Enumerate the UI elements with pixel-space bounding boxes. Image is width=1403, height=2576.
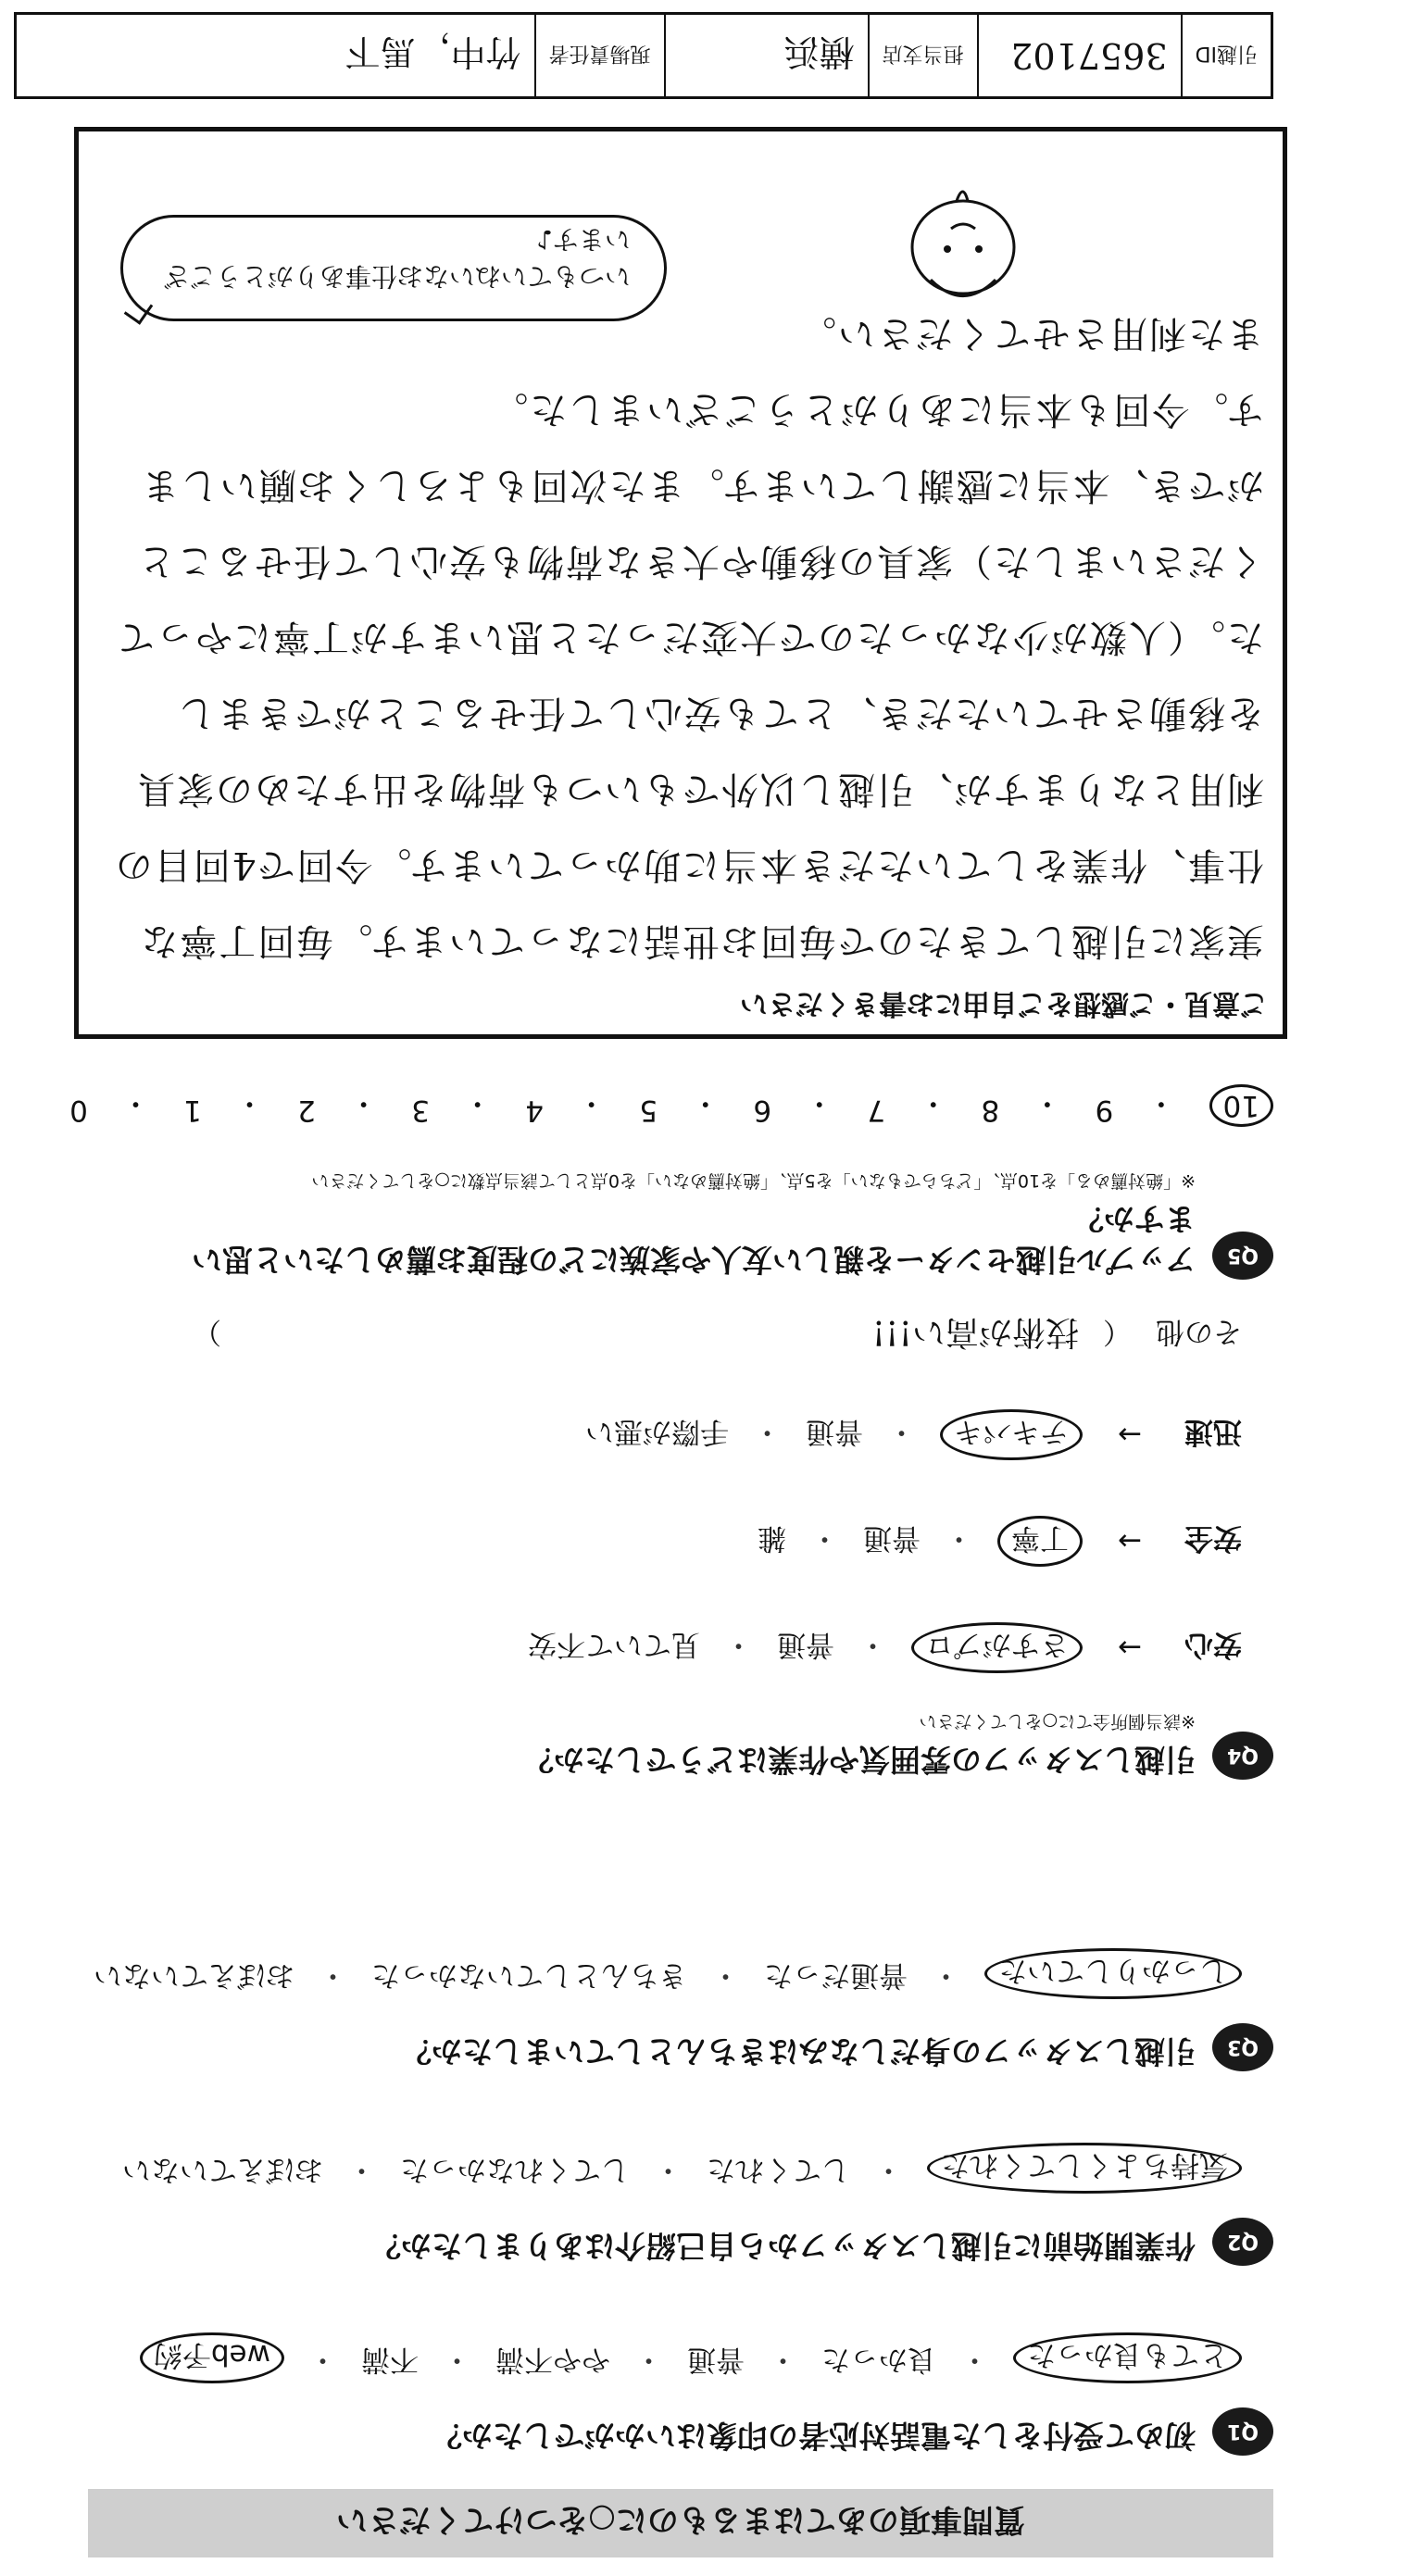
q2-option[interactable]: してくれた: [707, 2153, 850, 2186]
q3-badge: Q3: [1212, 2023, 1273, 2071]
q1-options: とても良かった ・ 良かった ・ 普通 ・ やや不満 ・ 不満 ・ web予約: [69, 2332, 1242, 2383]
q1-badge: Q1: [1212, 2407, 1273, 2456]
q4-row-anzen: 安全 → 丁寧 ・ 普通 ・ 雑: [69, 1516, 1242, 1567]
arrow-right-icon: →: [1118, 1631, 1142, 1665]
comments-title: ご意見・ご感想をご自由にお書きください: [740, 987, 1268, 1019]
arrow-right-icon: →: [1118, 1418, 1142, 1452]
question-q3: [69, 1948, 1273, 2071]
comments-body: 実家に引越してきたので毎回お世話になっています。毎回丁寧な仕事、作業をしていただき本当に助かっています。今回で4回目の利用となりますが、引越し以外でもいつも荷物を出すための家具を移動させていただき、とても安心して任せることができました。（人数が少なかったので大変だったと思いますが丁寧にやってくださいました）家具の移動や大きな荷物も安心して任せることができ、本当に感謝しています。また次回もよろしくお願いします。今回も本当にありがとうございました。: [113, 388, 1264, 962]
scale-option[interactable]: 6: [753, 1094, 772, 1127]
q4-other: その他 （ 技術が高い!!! ）: [69, 1311, 1242, 1358]
q1-option[interactable]: web予約: [140, 2332, 284, 2383]
q5-title: アップル引越センターを親しい友人や家族にどの程度お薦めしたいと思いますか？: [191, 1201, 1196, 1278]
q4-note: ※該当個所全てに○をしてください: [919, 1711, 1196, 1732]
q1-option[interactable]: 不満: [361, 2343, 419, 2376]
q4-option[interactable]: さすがプロ: [911, 1622, 1083, 1673]
header-info-table: [14, 12, 1273, 99]
q1-option[interactable]: とても良かった: [1013, 2332, 1242, 2383]
q1-option[interactable]: 良かった: [821, 2343, 936, 2376]
q4-option[interactable]: テキパキ: [940, 1409, 1083, 1460]
q4-row-jinsoku: 迅速 → テキパキ ・ 普通 ・ 手際が悪い: [69, 1409, 1242, 1460]
q1-option[interactable]: 普通: [687, 2343, 745, 2376]
q2-option[interactable]: してくれなかった: [400, 2153, 630, 2186]
q4-title: 引越しスタッフの雰囲気や作業はどうでしたか？: [523, 1742, 1196, 1778]
move-id-label: 引越ID: [1195, 42, 1258, 66]
q4-option[interactable]: 普通: [863, 1521, 921, 1555]
q3-option[interactable]: 普通だった: [764, 1958, 908, 1992]
scale-option[interactable]: 3: [411, 1094, 430, 1127]
q3-option[interactable]: きちんとしていなかった: [371, 1958, 687, 1992]
q4-option[interactable]: 見ていて不安: [528, 1628, 700, 1661]
q1-option[interactable]: やや不満: [495, 2343, 610, 2376]
comments-closing: また利用させてください。: [797, 312, 1264, 355]
leader-value[interactable]: 竹中，馬下: [17, 15, 536, 96]
arrow-right-icon: →: [1118, 1524, 1142, 1558]
q4-option[interactable]: 普通: [777, 1628, 834, 1661]
q2-option[interactable]: おぼえていない: [122, 2153, 323, 2186]
comments-handwritten-text[interactable]: [106, 295, 1264, 979]
q2-badge: Q2: [1212, 2218, 1273, 2266]
scale-option[interactable]: 8: [981, 1094, 1000, 1127]
leader-label: 現場責任者: [536, 15, 666, 96]
q5-note: ※「絶対薦める」を10点、「どちらでもない」を5点、「絶対薦めない」を0点として該当点数に○をしてください: [311, 1170, 1196, 1191]
scale-option[interactable]: 1: [183, 1094, 202, 1127]
q4-row-label: 迅速: [1184, 1415, 1242, 1448]
q3-title: 引越しスタッフの身だしなみはきちんとしていましたか？: [401, 2033, 1196, 2070]
scale-option[interactable]: 10: [1209, 1084, 1273, 1127]
scale-option[interactable]: 4: [525, 1094, 544, 1127]
branch-value[interactable]: 横浜: [666, 15, 870, 96]
q2-options: 気持ちよくしてくれた ・ してくれた ・ してくれなかった ・ おぼえていない: [69, 2143, 1242, 2194]
scale-option[interactable]: 7: [867, 1094, 886, 1127]
q4-row-label: 安全: [1184, 1521, 1242, 1555]
question-q2: [69, 2143, 1273, 2266]
q4-option[interactable]: 丁寧: [997, 1516, 1083, 1567]
q4-row-anshin: 安心 → さすがプロ ・ 普通 ・ 見ていて不安: [69, 1622, 1242, 1673]
face-doodle-icon: [894, 173, 1033, 312]
q3-option[interactable]: おぼえていない: [94, 1958, 294, 1992]
q4-option[interactable]: 普通: [806, 1415, 863, 1448]
q4-option[interactable]: 雑: [758, 1521, 786, 1555]
q4-other-label: その他: [1156, 1315, 1242, 1348]
q2-title: 作業開始前に引越しスタッフから自己紹介はありましたか？: [370, 2228, 1196, 2264]
q5-badge: Q5: [1212, 1232, 1273, 1280]
comments-box: [74, 127, 1287, 1039]
q3-option[interactable]: しっかりしていた: [984, 1948, 1242, 1999]
scale-option[interactable]: 2: [297, 1094, 316, 1127]
scale-option[interactable]: 5: [639, 1094, 658, 1127]
question-q5: [69, 1169, 1273, 1280]
question-q4: [69, 1311, 1273, 1780]
question-q1: [69, 2332, 1273, 2456]
q4-badge: Q4: [1212, 1732, 1273, 1780]
q3-options: しっかりしていた ・ 普通だった ・ きちんとしていなかった ・ おぼえていない: [69, 1948, 1242, 1999]
move-id-value[interactable]: 3657102: [979, 15, 1183, 96]
q5-scale: 10 ・ 9 ・ 8 ・ 7 ・ 6 ・ 5 ・ 4 ・ 3 ・ 2 ・ 1 ・ 0: [69, 1084, 1273, 1127]
q1-title: 初めて受付をした電話対応者の印象はいかがでしたか？: [432, 2418, 1196, 2454]
instructions-banner: 質問事項のあてはまるものに○をつけてください: [88, 2489, 1273, 2557]
q4-option[interactable]: 手際が悪い: [585, 1415, 729, 1448]
q4-other-text[interactable]: 技術が高い!!!: [871, 1313, 1079, 1351]
q2-option[interactable]: 気持ちよくしてくれた: [927, 2143, 1242, 2194]
scale-option[interactable]: 9: [1095, 1094, 1114, 1127]
speech-bubble: いつもていねいなお仕事ありがとうございます♪: [120, 215, 667, 321]
branch-label: 担当支店: [870, 15, 979, 96]
q4-row-label: 安心: [1184, 1628, 1242, 1661]
scale-option[interactable]: 0: [69, 1094, 88, 1127]
